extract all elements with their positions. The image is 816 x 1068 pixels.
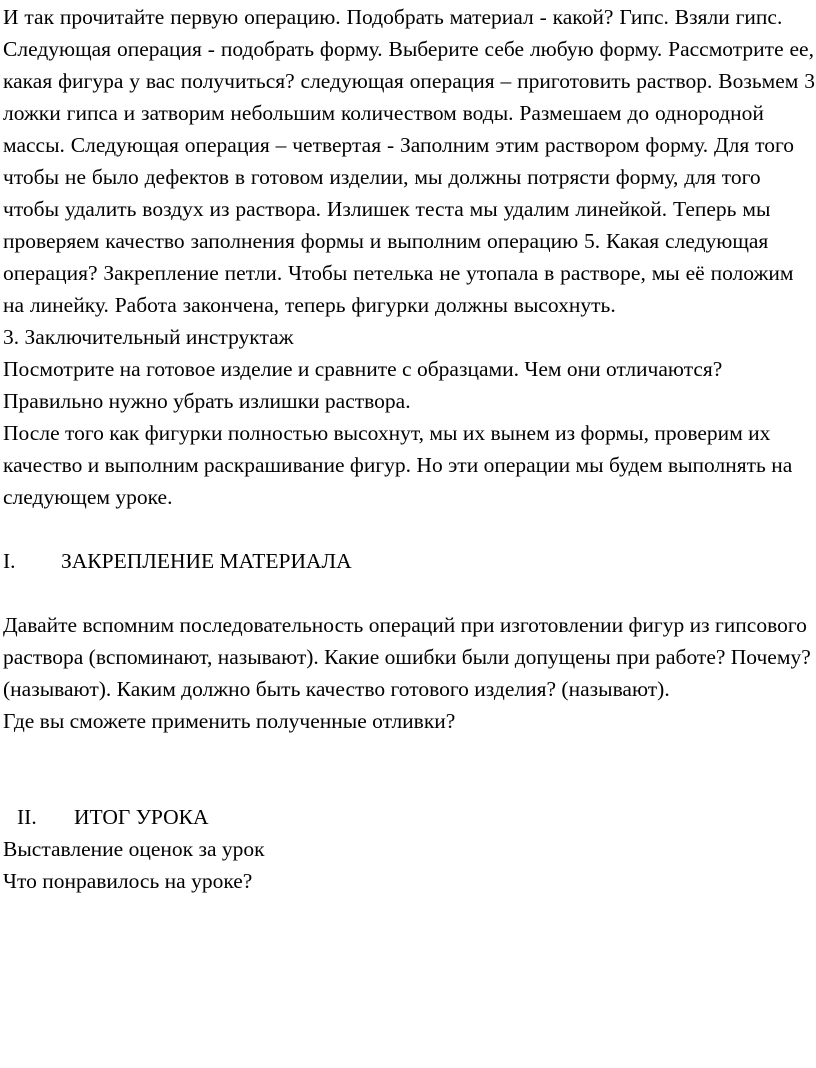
blank-lines <box>3 737 816 801</box>
summary-line: Выставление оценок за урок <box>3 837 265 861</box>
final-briefing-text-1: Посмотрите на готовое изделие и сравните с образцами. Чем они отличаются? Правильно нужно убрать излишки раствора. <box>3 357 723 413</box>
blank-line <box>3 513 816 545</box>
section-number: II. <box>17 805 37 829</box>
final-briefing-text-2: После того как фигурки полностью высохнут, мы их вынем из формы, проверим их качество и выполним раскрашивание фигур. Но эти операции мы будем выполнять на следующем уроке. <box>3 421 793 509</box>
section-title: ЗАКРЕПЛЕНИЕ МАТЕРИАЛА <box>61 549 352 573</box>
operations-paragraph: И так прочитайте первую операцию. Подобрать материал - какой? Гипс. Взяли гипс. Следующая операция - подобрать форму. Выберите себе любую форму. Рассмотрите ее, какая фигура у вас получиться? следующая операция – приготовить раствор. Возьмем 3 ложки гипса и затворим небольшим количеством воды. Размешаем до однородной массы. Следующая операция – четвертая - Заполним этим раствором форму. Для того чтобы не было дефектов в готовом изделии, мы должны потрясти форму, для того чтобы удалить воздух из раствора. Излишек теста мы удалим линейкой. Теперь мы проверяем качество заполнения формы и выполним операцию 5. Какая следующая операция? Закрепление петли. Чтобы петелька не утопала в растворе, мы её положим на линейку. Работа закончена, теперь фигурки должны высохнуть. <box>3 5 816 317</box>
final-briefing-title: 3. Заключительный инструктаж <box>3 325 294 349</box>
summary-line: Что понравилось на уроке? <box>3 869 253 893</box>
consolidation-paragraph: Давайте вспомним последовательность операций при изготовлении фигур из гипсового раствора (вспоминают, называют). Какие ошибки были допущены при работе? Почему? (называют). Каким должно быть качество готового изделия? (называют). <box>3 613 811 701</box>
section-heading-summary <box>3 801 816 833</box>
consolidation-question: Где вы сможете применить полученные отливки? <box>3 709 456 733</box>
blank-line <box>3 577 816 609</box>
section-number: I. <box>3 549 16 573</box>
section-title: ИТОГ УРОКА <box>74 805 209 829</box>
section-heading-consolidation <box>3 545 816 577</box>
